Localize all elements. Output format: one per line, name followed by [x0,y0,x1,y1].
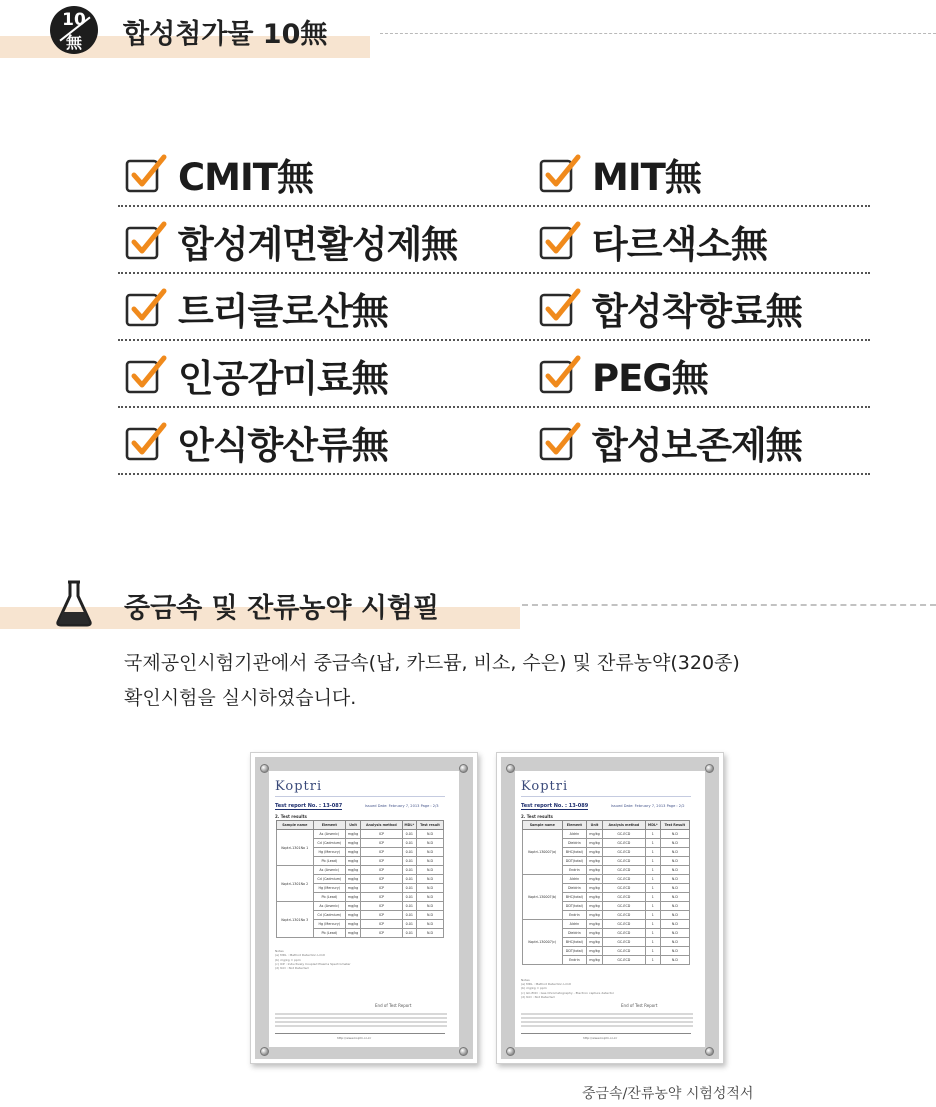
checklist-item-label: PEG無 [592,357,708,400]
result-cell: N.D [416,857,443,866]
result-cell: mg/kg [587,857,603,866]
result-cell: Dieldrin [562,884,587,893]
disclaimer-line [275,1021,447,1023]
result-cell: N.D [660,947,689,956]
result-cell: DDT(total) [562,902,587,911]
result-cell: 1 [645,866,660,875]
result-cell: Aldrin [562,920,587,929]
disclaimer-line [275,1017,447,1019]
result-cell: mg/kg [346,875,361,884]
result-cell: ICP [361,848,403,857]
badge-number: 10 [62,10,86,30]
checklist-row [118,408,870,475]
disclaimer-line [275,1025,447,1027]
checklist-item [124,347,388,403]
checklist-item-label: 인공감미료無 [178,357,388,400]
result-cell: Cd (Cadmium) [313,911,346,920]
result-cell: 1 [645,902,660,911]
certificate-paper [269,771,459,1047]
logo-rule [275,796,445,797]
results-table [522,820,690,965]
disclaimer-line [521,1025,693,1027]
result-cell: N.D [660,830,689,839]
report-note-line: (c) ICP : Inductively Coupled Plasma Spectrometer [275,961,351,966]
report-disclaimer [275,1013,447,1029]
checklist-row [118,274,870,341]
free-from-checklist [118,140,870,476]
sample-name-cell: Koptri-130007(b) [523,875,563,920]
certificate-logo: Koptri [275,779,323,794]
result-cell: As (Arsenic) [313,866,346,875]
report-date: Issued Date: February 7, 2013 Page : 2/2 [611,804,685,808]
result-cell: N.D [416,866,443,875]
footer-url: http://www.koptri.co.kr [583,1036,618,1040]
result-cell: As (Arsenic) [313,902,346,911]
result-cell: N.D [416,830,443,839]
report-number: Test report No. : 13-089 [521,803,589,809]
result-cell: 0.01 [402,875,416,884]
result-cell: GC-ECD [602,929,645,938]
checklist-item [538,280,802,336]
result-cell: 1 [645,893,660,902]
result-cell: GC-ECD [602,902,645,911]
result-cell: N.D [416,911,443,920]
result-cell: mg/kg [346,857,361,866]
checkbox-check-icon [538,420,582,464]
frame-screw-icon [459,1047,468,1056]
report-notes [521,978,614,999]
report-note-line: (a) MDL : Method Detection Limit [275,953,325,958]
result-cell: mg/kg [346,920,361,929]
result-cell: Aldrin [562,830,587,839]
table-row [523,920,690,929]
results-header-cell: Test Result [660,821,689,830]
result-cell: GC-ECD [602,947,645,956]
results-header-row [523,821,690,830]
result-cell: 1 [645,920,660,929]
result-cell: GC-ECD [602,875,645,884]
certificate-content [269,771,459,1047]
result-cell: Dieldrin [562,839,587,848]
sample-name-cell: Koptri-130007(a) [523,830,563,875]
result-cell: Pb (Lead) [313,893,346,902]
result-cell: Endrin [562,956,587,965]
checklist-row [118,140,870,207]
report-note-line: (b) mg/kg = ppm [275,957,301,962]
result-cell: Pb (Lead) [313,857,346,866]
checkbox-check-icon [538,152,582,196]
result-cell: ICP [361,884,403,893]
result-cell: 1 [645,848,660,857]
result-cell: mg/kg [346,830,361,839]
table-row [523,830,690,839]
result-cell: Hg (Mercury) [313,920,346,929]
certificate-logo: Koptri [521,779,569,794]
result-cell: N.D [660,920,689,929]
result-cell: N.D [416,884,443,893]
result-cell: 0.01 [402,929,416,938]
result-cell: Hg (Mercury) [313,848,346,857]
result-cell: ICP [361,893,403,902]
checklist-item [538,347,708,403]
results-header-cell: Unit [346,821,361,830]
checklist-row [118,207,870,274]
report-number: Test report No. : 13-087 [275,803,343,809]
result-cell: 1 [645,857,660,866]
header-dashed-rule [522,604,936,606]
result-cell: GC-ECD [602,866,645,875]
certificate-content [515,771,705,1047]
result-cell: mg/kg [587,893,603,902]
result-cell: Cd (Cadmium) [313,839,346,848]
result-cell: Dieldrin [562,929,587,938]
results-header-cell: Sample name [523,821,563,830]
checklist-item-label: MIT無 [592,156,701,199]
checklist-row [118,341,870,408]
frame-screw-icon [260,764,269,773]
report-note-line: (b) mg/kg = ppm [521,986,547,991]
result-cell: As (Arsenic) [313,830,346,839]
results-header-cell: Analysis method [602,821,645,830]
checklist-item [124,280,388,336]
results-header-cell: Test result [416,821,443,830]
result-cell: 1 [645,884,660,893]
result-cell: N.D [416,893,443,902]
checkbox-check-icon [124,420,168,464]
result-cell: 1 [645,911,660,920]
result-cell: 1 [645,947,660,956]
result-cell: 0.01 [402,893,416,902]
result-cell: GC-ECD [602,884,645,893]
result-cell: N.D [660,857,689,866]
results-header-cell: Element [313,821,346,830]
checklist-item [124,213,457,269]
frame-screw-icon [459,764,468,773]
sample-name-cell: Koptri-1301No 2 [277,866,314,902]
ten-free-badge-icon [50,6,98,54]
checkbox-check-icon [124,152,168,196]
section-header-additives [0,0,936,60]
result-cell: ICP [361,911,403,920]
result-cell: 0.01 [402,911,416,920]
result-cell: mg/kg [346,839,361,848]
results-header-cell: MDL* [645,821,660,830]
result-cell: GC-ECD [602,839,645,848]
result-cell: ICP [361,839,403,848]
result-cell: N.D [416,848,443,857]
result-cell: mg/kg [587,947,603,956]
result-cell: GC-ECD [602,893,645,902]
result-cell: GC-ECD [602,857,645,866]
result-cell: mg/kg [587,839,603,848]
certificate-paper [515,771,705,1047]
result-cell: 0.01 [402,839,416,848]
logo-rule [521,796,691,797]
frame-screw-icon [705,1047,714,1056]
result-cell: N.D [660,839,689,848]
checkbox-check-icon [538,353,582,397]
report-date: Issued Date: February 7, 2013 Page : 2/3 [365,804,439,808]
report-note-line: (d) N.D : Not Detected [521,994,555,999]
table-row [277,866,444,875]
results-header-cell: Element [562,821,587,830]
result-cell: Endrin [562,911,587,920]
result-cell: 1 [645,938,660,947]
table-row [523,875,690,884]
certificate-mat [501,757,719,1059]
result-cell: 0.01 [402,866,416,875]
frame-screw-icon [506,1047,515,1056]
results-header-row [277,821,444,830]
results-header-cell: Unit [587,821,603,830]
result-cell: GC-ECD [602,848,645,857]
description-line-1: 국제공인시험기관에서 중금속(납, 카드뮴, 비소, 수은) 및 잔류농약(320종) [124,652,740,674]
checkbox-check-icon [538,286,582,330]
end-of-report: End of Test Report [621,1003,658,1008]
disclaimer-line [521,1017,693,1019]
result-cell: Pb (Lead) [313,929,346,938]
checklist-item-label: 타르색소無 [592,223,767,266]
checklist-item-label: 합성계면활성제無 [178,223,458,266]
report-note-line: Notes [275,949,284,954]
result-cell: 1 [645,929,660,938]
result-cell: mg/kg [587,956,603,965]
result-cell: 0.01 [402,884,416,893]
result-cell: 1 [645,830,660,839]
certificate-heavy-metals [250,752,478,1064]
checkbox-check-icon [538,219,582,263]
result-cell: BHC(total) [562,848,587,857]
report-section-title: 2. Test results [275,814,307,819]
result-cell: mg/kg [346,884,361,893]
result-cell: GC-ECD [602,830,645,839]
result-cell: N.D [660,956,689,965]
checklist-item [538,414,802,470]
result-cell: N.D [660,848,689,857]
result-cell: N.D [660,929,689,938]
result-cell: ICP [361,875,403,884]
certificate-mat [255,757,473,1059]
header-dashed-rule [380,33,936,34]
report-section-title: 2. Test results [521,814,553,819]
frame-screw-icon [260,1047,269,1056]
result-cell: N.D [660,938,689,947]
section-header-tests [0,574,936,634]
result-cell: mg/kg [346,848,361,857]
result-cell: mg/kg [346,893,361,902]
result-cell: N.D [660,866,689,875]
result-cell: ICP [361,857,403,866]
result-cell: mg/kg [346,911,361,920]
certificate-caption: 중금속/잔류농약 시험성적서 [582,1086,754,1102]
report-notes [275,949,351,970]
table-row [277,902,444,911]
result-cell: N.D [416,839,443,848]
report-note-line: (d) N.D : Not Detected [275,966,309,970]
badge-char: 無 [65,33,82,52]
result-cell: mg/kg [587,911,603,920]
checkbox-check-icon [124,286,168,330]
disclaimer-line [275,1013,447,1015]
result-cell: mg/kg [587,938,603,947]
frame-screw-icon [506,764,515,773]
results-header-cell: MDL* [402,821,416,830]
result-cell: 1 [645,839,660,848]
footer-rule [521,1033,691,1034]
report-note-line: (a) MDL : Method Detection Limit [521,982,571,987]
result-cell: N.D [416,920,443,929]
certificate-pesticides [496,752,724,1064]
results-header-cell: Sample name [277,821,314,830]
disclaimer-line [521,1013,693,1015]
result-cell: ICP [361,929,403,938]
checklist-item-label: 합성착향료無 [592,290,802,333]
result-cell: mg/kg [587,929,603,938]
flask-icon [54,578,94,628]
footer-rule [275,1033,445,1034]
results-header-cell: Analysis method [361,821,403,830]
result-cell: N.D [660,893,689,902]
result-cell: DDT(total) [562,857,587,866]
result-cell: ICP [361,902,403,911]
checklist-item-label: 트리클로산無 [178,290,388,333]
checklist-item-label: 합성보존제無 [592,424,802,467]
result-cell: N.D [416,902,443,911]
result-cell: N.D [660,875,689,884]
result-cell: N.D [660,911,689,920]
result-cell: DDT(total) [562,947,587,956]
checklist-item-label: 안식향산류無 [178,424,388,467]
result-cell: mg/kg [587,866,603,875]
result-cell: mg/kg [346,929,361,938]
result-cell: mg/kg [587,830,603,839]
result-cell: Endrin [562,866,587,875]
checklist-item [538,213,767,269]
result-cell: Cd (Cadmium) [313,875,346,884]
result-cell: GC-ECD [602,956,645,965]
result-cell: Aldrin [562,875,587,884]
report-note-line: Notes [521,978,530,982]
result-cell: N.D [416,929,443,938]
result-cell: BHC(total) [562,893,587,902]
result-cell: BHC(total) [562,938,587,947]
result-cell: mg/kg [587,848,603,857]
result-cell: 1 [645,875,660,884]
test-description [124,646,884,716]
disclaimer-line [521,1021,693,1023]
description-line-2: 확인시험을 실시하였습니다. [124,687,357,709]
result-cell: N.D [660,884,689,893]
result-cell: ICP [361,866,403,875]
checklist-item-label: CMIT無 [178,156,313,199]
footer-url: http://www.koptri.co.kr [337,1036,372,1040]
checkbox-check-icon [124,353,168,397]
result-cell: ICP [361,920,403,929]
result-cell: mg/kg [587,884,603,893]
result-cell: mg/kg [346,902,361,911]
result-cell: mg/kg [587,875,603,884]
result-cell: Hg (Mercury) [313,884,346,893]
result-cell: 0.01 [402,830,416,839]
sample-name-cell: Koptri-1301No 3 [277,902,314,938]
checklist-item [538,146,701,202]
result-cell: GC-ECD [602,938,645,947]
result-cell: 0.01 [402,857,416,866]
checkbox-check-icon [124,219,168,263]
end-of-report: End of Test Report [375,1003,412,1008]
result-cell: 0.01 [402,902,416,911]
report-disclaimer [521,1013,693,1029]
result-cell: GC-ECD [602,920,645,929]
result-cell: N.D [416,875,443,884]
results-table [276,820,444,938]
result-cell: 1 [645,956,660,965]
result-cell: GC-ECD [602,911,645,920]
section-title-tests: 중금속 및 잔류농약 시험필 [124,593,440,624]
report-note-line: (c) GC-ECD : Gas Chromatography - Electron capture detector [521,990,615,995]
result-cell: N.D [660,902,689,911]
checklist-item [124,414,388,470]
result-cell: 0.01 [402,848,416,857]
sample-name-cell: Koptri-1301No 1 [277,830,314,866]
result-cell: ICP [361,830,403,839]
result-cell: 0.01 [402,920,416,929]
section-title-additives: 합성첨가물 10無 [123,19,328,50]
result-cell: mg/kg [587,920,603,929]
table-row [277,830,444,839]
result-cell: mg/kg [346,866,361,875]
result-cell: mg/kg [587,902,603,911]
checklist-item [124,146,313,202]
frame-screw-icon [705,764,714,773]
sample-name-cell: Koptri-130007(c) [523,920,563,965]
